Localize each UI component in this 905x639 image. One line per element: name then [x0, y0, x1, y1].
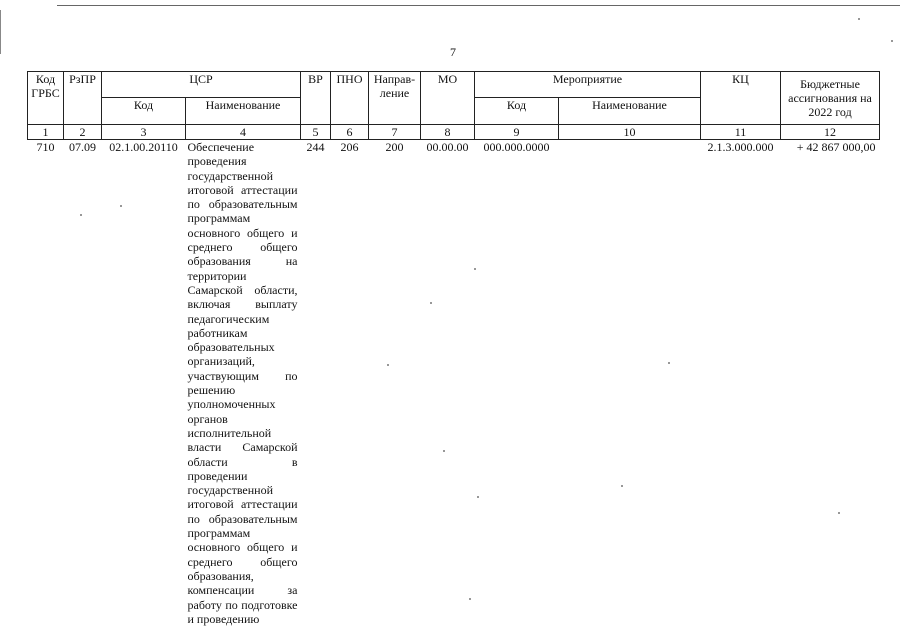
- header-budget: Бюджетные ассигнования на 2022 год: [781, 72, 880, 125]
- cell-kc: 2.1.3.000.000: [707, 140, 774, 154]
- column-number: 8: [421, 125, 475, 140]
- scan-speck: [891, 40, 893, 42]
- table-row: [28, 140, 880, 627]
- column-number: 11: [701, 125, 781, 140]
- column-number: 6: [331, 125, 369, 140]
- cell-csr-kod: 02.1.00.20110: [109, 140, 178, 154]
- cell-csr-name: Обеспечение проведения государственной итоговой аттестации по образовательным программам основного общего и среднего общего образования на территории Самарской области, включая выплату педагогическим работникам образовательных организаций, участвующим по решению уполномоченных органов исполнительной власти Самарской области в проведении государственной итоговой аттестации по образовательным программам основного общего и среднего общего образования, компенсации за работу по подготовке и проведению: [187, 140, 298, 626]
- header-meropriyatie: Мероприятие: [475, 72, 701, 98]
- column-number: 2: [64, 125, 102, 140]
- header-row-1: [28, 72, 880, 98]
- header-kc: КЦ: [701, 72, 781, 125]
- cell-pno: 206: [340, 140, 359, 154]
- header-csr-kod: Код: [102, 98, 186, 125]
- column-number: 10: [559, 125, 701, 140]
- cell-rzpr: 07.09: [69, 140, 96, 154]
- column-number: 5: [301, 125, 331, 140]
- column-number: 3: [102, 125, 186, 140]
- cell-kod-grbs: 710: [36, 140, 55, 154]
- column-number: 9: [475, 125, 559, 140]
- column-number: 4: [186, 125, 301, 140]
- cell-napravlenie: 200: [385, 140, 404, 154]
- header-vr: ВР: [301, 72, 331, 125]
- header-pno: ПНО: [331, 72, 369, 125]
- budget-table: [27, 71, 880, 626]
- cell-mo: 00.00.00: [426, 140, 469, 154]
- header-napravlenie: Направ-ление: [369, 72, 421, 125]
- cell-vr: 244: [306, 140, 325, 154]
- header-mer-name: Наименование: [559, 98, 701, 125]
- header-kod-grbs: Код ГРБС: [28, 72, 64, 125]
- scan-edge-top: [57, 5, 900, 6]
- column-number: 1: [28, 125, 64, 140]
- column-number: 7: [369, 125, 421, 140]
- page-number: 7: [450, 45, 456, 59]
- header-csr-name: Наименование: [186, 98, 301, 125]
- header-mer-kod: Код: [475, 98, 559, 125]
- cell-mer-kod: 000.000.0000: [483, 140, 550, 154]
- column-number: 12: [781, 125, 880, 140]
- header-mo: МО: [421, 72, 475, 125]
- scan-speck: [858, 18, 860, 20]
- column-number-row: [28, 125, 880, 140]
- header-csr: ЦСР: [102, 72, 301, 98]
- cell-amount: + 42 867 000,00: [796, 140, 876, 154]
- header-rzpr: РзПР: [64, 72, 102, 125]
- cell-mer-name: [559, 140, 701, 627]
- scan-edge-left: [0, 10, 1, 54]
